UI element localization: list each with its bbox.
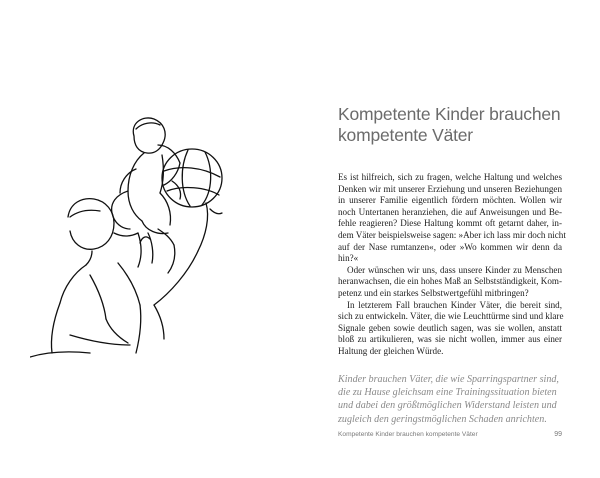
body-line: petenz und ein starkes Selbstwertgefühl mitbringen? [338, 287, 529, 298]
body-line: heranwachsen, die ein hohes Maß an Selbstständigkeit, Kom- [338, 276, 563, 287]
quote-line: und dabei den größtmöglichen Widerstand leisten und [338, 400, 557, 412]
body-line: dem Väter beispielsweise sagen: »Aber ich lass mir doch nicht [338, 229, 566, 240]
heading-line: kompetente Väter [338, 125, 473, 145]
body-line: bloß zu artikulieren, was sie nicht wollen, immer aus einer [338, 334, 562, 345]
body-line: sich zu entwickeln. Väter, die wie Leuchttürme sind und klare [338, 311, 564, 322]
body-line: Haltung der gleichen Würde. [338, 345, 444, 356]
right-page [300, 0, 600, 478]
body-line: noch Untertanen heranziehen, die auf Anweisungen und Be- [338, 206, 562, 217]
body-line: Signale geben sowie deutlich sagen, was sie wollen, anstatt [338, 322, 562, 333]
page-number: 99 [554, 431, 562, 438]
chapter-heading [338, 104, 593, 146]
body-line: auf der Nase rumtanzen«, oder »Wo kommen wir denn da [338, 241, 562, 252]
body-line: In letzterem Fall brauchen Kinder Väter, die bereit sind, [347, 299, 562, 310]
body-line: fehle reagieren? Diese Haltung kommt oft getarnt daher, in- [338, 218, 562, 229]
quote-line: Kinder brauchen Väter, die wie Sparringspartner sind, [338, 374, 559, 385]
line-drawing-icon [30, 105, 285, 360]
body-text [338, 172, 566, 358]
quote-line: die zu Hause gleichsam eine Trainingssituation bieten [338, 387, 557, 399]
heading-line: Kompetente Kinder brauchen [338, 104, 561, 124]
father-child-basketball-illustration [30, 105, 285, 360]
body-line: Denken wir mit unserer Erziehung und unseren Beziehungen [338, 183, 562, 194]
body-line: Es ist hilfreich, sich zu fragen, welche Haltung und welches [338, 172, 562, 182]
body-line: in unserer Familie eigentlich fördern möchten. Wollen wir [338, 195, 562, 206]
quote-line: zugleich den geringstmöglichen Schaden anrichten. [338, 413, 547, 425]
body-line: hin?« [338, 253, 359, 264]
pull-quote [338, 373, 564, 426]
body-line: Oder wünschen wir uns, dass unsere Kinder zu Menschen [347, 264, 562, 275]
running-title: Kompetente Kinder brauchen kompetente Väter [338, 431, 478, 438]
